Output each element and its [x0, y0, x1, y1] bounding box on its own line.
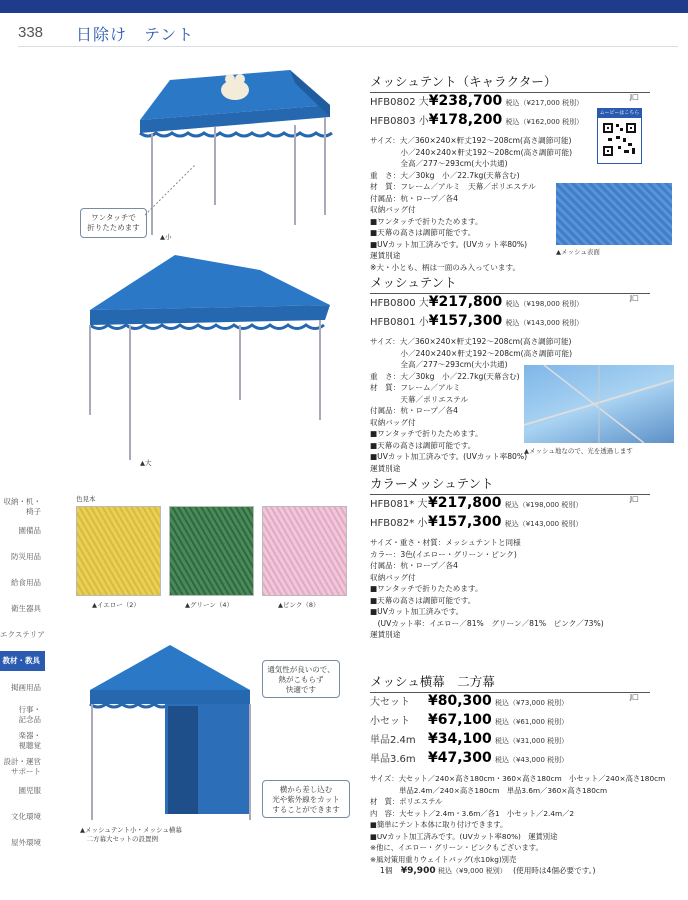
frame-lines	[524, 365, 674, 443]
product-tax: 税込（¥198,000 税別）	[504, 501, 583, 509]
mesh-jmark: J□	[630, 294, 639, 302]
character-spec: サイズ：大／360×240×軒丈192～208cm(高さ調節可能) 小／240×240×軒丈192～208cm(高さ調節可能) 全高／277～293cm(大小共通) 重 さ：大／30kg 小／22.7kg(天幕含む) 材 質：フレーム／アルミ 天幕／ポリエステル 付属品：杭・ロープ／各4 収納バッグ付 ■ワンタッチで折りたためます。 ■天幕の高さは調節可能です。 ■UVカット加工済みです。(UVカット率80%) 運賃別途 ※大・小とも、柄は一面のみ入っています。	[370, 136, 573, 272]
curtain-section	[370, 672, 665, 876]
product-code: HFB0802 大	[370, 97, 429, 108]
mesh-light-photo	[524, 365, 674, 443]
mesh-surface-caption: ▲メッシュ表面	[556, 248, 600, 256]
product-price: ¥217,800	[428, 294, 503, 310]
price-row	[370, 693, 665, 712]
weight-price: ¥9,900	[400, 866, 436, 876]
curtain-title: メッシュ横幕 二方幕	[370, 672, 650, 693]
product-code: HFB0801 小	[370, 317, 429, 328]
product-price: ¥34,100	[428, 731, 492, 747]
price-row	[370, 294, 650, 313]
mesh-surface-image	[556, 183, 672, 245]
sidebar-item[interactable]: 屋外環境	[11, 838, 41, 847]
color-mesh-price-rows	[370, 495, 650, 533]
character-jmark: J□	[630, 93, 639, 101]
sidebar-item[interactable]: 園備品	[18, 526, 41, 535]
curtain-price-rows	[370, 693, 665, 769]
shade-callout: 横から差し込む 光や紫外線をカット することができます	[262, 780, 350, 818]
product-code: 単品3.6m	[370, 754, 416, 765]
sidebar-item[interactable]: 園児服	[18, 786, 41, 795]
product-code: 大セット	[370, 697, 410, 708]
page-number: 338	[18, 24, 44, 41]
sidebar-item[interactable]: 衛生器具	[11, 604, 41, 613]
product-code: 小セット	[370, 716, 410, 727]
large-caption: ▲大	[140, 459, 152, 467]
mesh-price-rows	[370, 294, 650, 332]
sidebar-item[interactable]: 文化環境	[11, 812, 41, 821]
product-price: ¥47,300	[428, 750, 492, 766]
product-price: ¥157,300	[428, 514, 502, 530]
product-price: ¥178,200	[428, 112, 503, 128]
mesh-title: メッシュテント	[370, 273, 650, 294]
weight-note: (使用時は4個必要です。)	[513, 866, 596, 875]
product-code: HFB0800 大	[370, 298, 429, 309]
color-mesh-section	[370, 474, 650, 641]
callout-leader	[140, 160, 200, 220]
product-tax: 税込（¥198,000 税別）	[505, 300, 584, 308]
mesh-spec: サイズ：大／360×240×軒丈192～208cm(高さ調節可能) 小／240×240×軒丈192～208cm(高さ調節可能) 全高／277～293cm(大小共通) 重 さ：大／30kg 小／22.7kg(天幕含む) 材 質：フレーム／アルミ 天幕／ポリエステル 付属品：杭・ロープ／各4 収納バッグ付 ■ワンタッチで折りたためます。 ■天幕の高さは調節可能です。 ■UVカット加工済みです。(UVカット率80%) 運賃別途	[370, 337, 573, 473]
sidebar-item[interactable]: 給食用品	[11, 578, 41, 587]
curtain-tent-image	[80, 640, 260, 825]
product-tax: 税込（¥143,000 税別）	[504, 520, 583, 528]
curtain-jmark: J□	[630, 693, 639, 701]
qr-label: ムービーはこちら	[599, 110, 640, 116]
price-row	[370, 712, 665, 731]
sidebar-item[interactable]: エクステリア	[0, 630, 45, 639]
swatch-pink	[262, 506, 347, 596]
color-mesh-jmark: J□	[630, 495, 639, 503]
product-code: HFB081* 大	[370, 499, 428, 510]
product-price: ¥157,300	[428, 313, 503, 329]
product-code: HFB082* 小	[370, 518, 428, 529]
onetouch-callout: ワンタッチで 折りたためます	[80, 208, 147, 238]
small-caption: ▲小	[160, 233, 172, 241]
price-row	[370, 313, 650, 332]
weight-bag-row	[370, 865, 665, 876]
swatch-yellow-label: ▲イエロー（2）	[92, 601, 140, 609]
color-mesh-title: カラーメッシュテント	[370, 474, 650, 495]
top-bar	[0, 0, 688, 13]
product-price: ¥238,700	[428, 93, 503, 109]
product-tax: 税込（¥31,000 税別）	[494, 737, 569, 745]
price-row	[370, 750, 665, 769]
vent-callout: 通気性が良いので、 熱がこもらず 快適です	[262, 660, 340, 698]
weight-label: 1個	[380, 866, 393, 875]
product-tax: 税込（¥73,000 税別）	[494, 699, 569, 707]
sidebar-item[interactable]: 行事・ 記念品	[18, 705, 41, 724]
tent-large-image	[80, 250, 340, 470]
page-title: 日除け テント	[76, 25, 195, 44]
curtain-spec: サイズ：大セット／240×高さ180cm・360×高さ180cm 小セット／240×高さ180cm 単品2.4m／240×高さ180cm 単品3.6m／360×高さ180cm 材 質：ポリエステル 内 容：大セット／2.4m・3.6m／各1 小セット／2.4m／2 ■簡単にテント本体に取り付けできます。 ■UVカット加工済みです。(UVカット率80%) 運賃別途 ※他に、イエロー・グリーン・ピンクもございます。 ※風対策用重りウェイトバッグ(水10kg)別売	[370, 774, 666, 864]
mesh-photo-caption: ▲メッシュ地なので、光を透過します	[524, 447, 633, 455]
curtain-photo-caption: ▲メッシュテント小・メッシュ横幕 二方幕大セットの設置例	[80, 826, 182, 843]
product-tax: 税込（¥162,000 税別）	[505, 118, 584, 126]
sidebar-item[interactable]: 防災用品	[11, 552, 41, 561]
swatch-green-label: ▲グリーン（4）	[185, 601, 234, 609]
product-tax: 税込（¥217,000 税別）	[505, 99, 584, 107]
swatch-yellow	[76, 506, 161, 596]
sidebar-item[interactable]: 楽器・ 視聴覚	[18, 731, 41, 750]
sidebar-item[interactable]: 収納・机・ 椅子	[3, 497, 41, 516]
sidebar-item[interactable]: 掲画用品	[11, 683, 41, 692]
product-tax: 税込（¥43,000 税別）	[494, 756, 569, 764]
color-mesh-spec: サイズ・重さ・材質：メッシュテントと同様 カラー：3色(イエロー・グリーン・ピンク) 付属品：杭・ロープ／各4 収納バッグ付 ■ワンタッチで折りたためます。 ■天幕の高さは調節可能です。 ■UVカット加工済みです。 (UVカット率：イエロー／81% グリーン／81% ピンク／73%) 運賃別途	[370, 538, 604, 639]
price-row	[370, 731, 665, 750]
swatch-green	[169, 506, 254, 596]
product-price: ¥217,800	[428, 495, 502, 511]
swatch-title: 色見本	[76, 495, 96, 503]
sidebar-item[interactable]: 設計・運営 サポート	[3, 757, 41, 776]
sidebar-item[interactable]: 教材・教具	[0, 651, 45, 671]
product-price: ¥67,100	[428, 712, 492, 728]
product-tax: 税込（¥143,000 税別）	[505, 319, 584, 327]
weight-tax: 税込（¥9,000 税別）	[438, 867, 507, 875]
product-tax: 税込（¥61,000 税別）	[494, 718, 569, 726]
price-row	[370, 514, 650, 533]
character-title: メッシュテント（キャラクター）	[370, 72, 650, 93]
qr-code-icon	[598, 118, 641, 163]
product-code: HFB0803 小	[370, 116, 429, 127]
product-code: 単品2.4m	[370, 735, 416, 746]
header-rule	[18, 46, 678, 47]
swatch-pink-label: ▲ピンク（8）	[278, 601, 320, 609]
price-row	[370, 495, 650, 514]
product-price: ¥80,300	[428, 693, 492, 709]
qr-box[interactable]	[597, 108, 642, 164]
